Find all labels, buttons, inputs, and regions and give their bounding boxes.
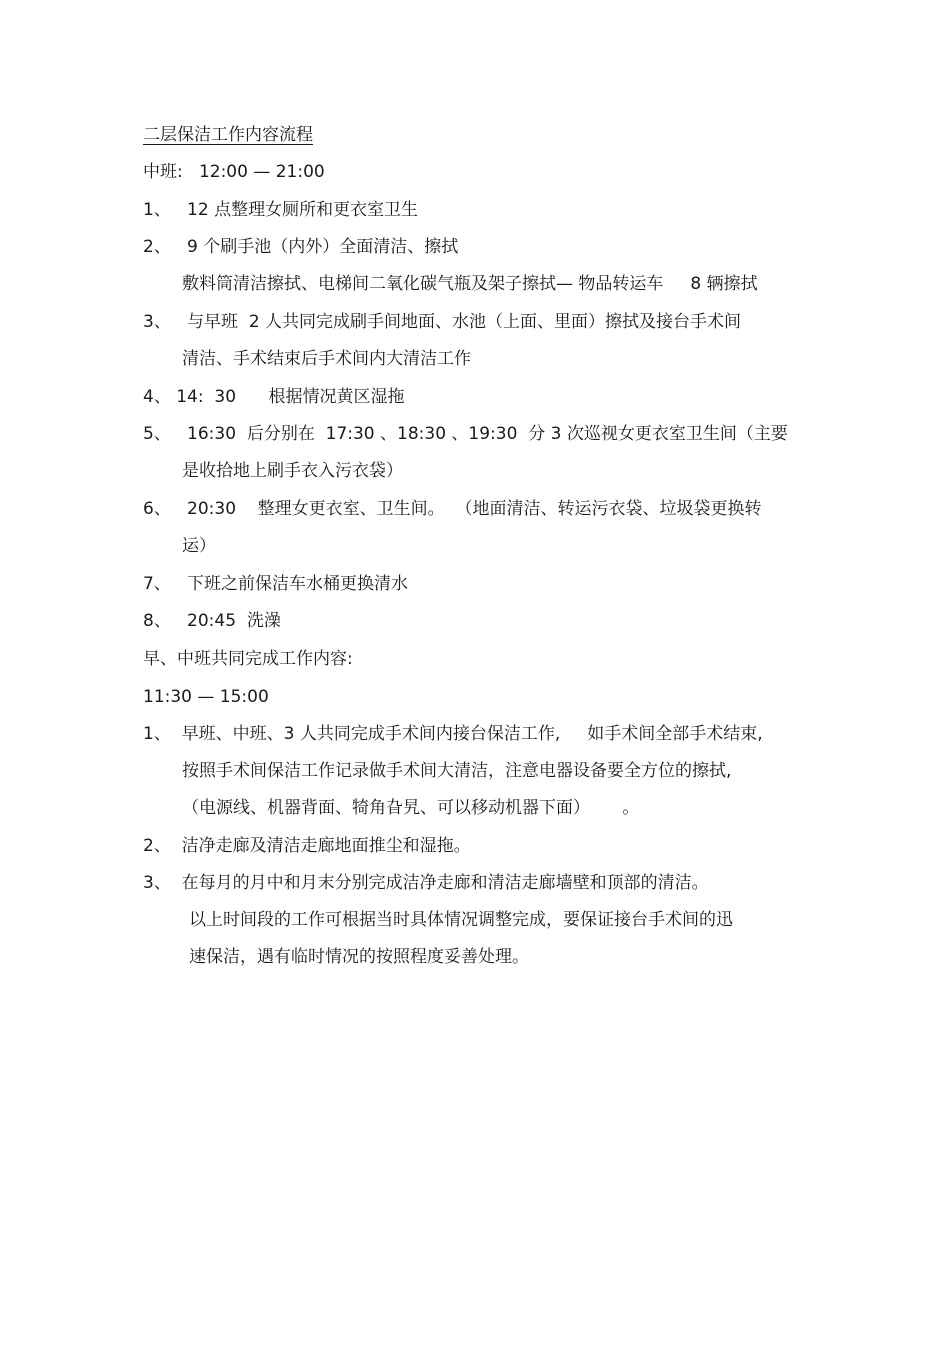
list-item-continuation: 按照手术间保洁工作记录做手术间大清洁，注意电器设备要全方位的擦拭, [182, 761, 732, 781]
joint-heading: 早、中班共同完成工作内容: [143, 649, 353, 669]
list-item: 2、 9 个刷手池（内外）全面清洁、擦拭 [143, 237, 459, 257]
document-title: 二层保洁工作内容流程 [143, 125, 313, 145]
list-item: 6、 20:30 整理女更衣室、卫生间。 （地面清洁、转运污衣袋、垃圾袋更换转 [143, 499, 762, 519]
closing-paragraph: 速保洁，遇有临时情况的按照程度妥善处理。 [189, 947, 529, 967]
list-item: 1、 早班、中班、3 人共同完成手术间内接台保洁工作, 如手术间全部手术结束, [143, 724, 763, 744]
list-item: 1、 12 点整理女厕所和更衣室卫生 [143, 200, 419, 220]
joint-time-line: 11:30 — 15:00 [143, 687, 269, 707]
list-item: 3、 与早班 2 人共同完成刷手间地面、水池（上面、里面）擦拭及接台手术间 [143, 312, 742, 332]
list-item: 5、 16:30 后分别在 17:30 、18:30 、19:30 分 3 次巡视女更衣室卫生间（主要 [143, 424, 788, 444]
list-item-continuation: 敷料筒清洁擦拭、电梯间二氧化碳气瓶及架子擦拭— 物品转运车 8 辆擦拭 [182, 274, 758, 294]
list-item-continuation: （电源线、机器背面、犄角旮旯、可以移动机器下面） 。 [182, 798, 640, 818]
list-item-continuation: 清洁、手术结束后手术间内大清洁工作 [182, 349, 471, 369]
list-item: 7、 下班之前保洁车水桶更换清水 [143, 574, 409, 594]
list-item-continuation: 运） [182, 536, 216, 556]
list-item-continuation: 是收拾地上刷手衣入污衣袋） [182, 461, 403, 481]
shift-time-line: 中班: 12:00 — 21:00 [143, 162, 325, 182]
closing-paragraph: 以上时间段的工作可根据当时具体情况调整完成，要保证接台手术间的迅 [189, 910, 733, 930]
list-item: 2、 洁净走廊及清洁走廊地面推尘和湿拖。 [143, 836, 471, 856]
list-item: 8、 20:45 洗澡 [143, 611, 281, 631]
list-item: 4、 14: 30 根据情况黄区湿拖 [143, 387, 405, 407]
list-item: 3、 在每月的月中和月末分别完成洁净走廊和清洁走廊墙壁和顶部的清洁。 [143, 873, 709, 893]
